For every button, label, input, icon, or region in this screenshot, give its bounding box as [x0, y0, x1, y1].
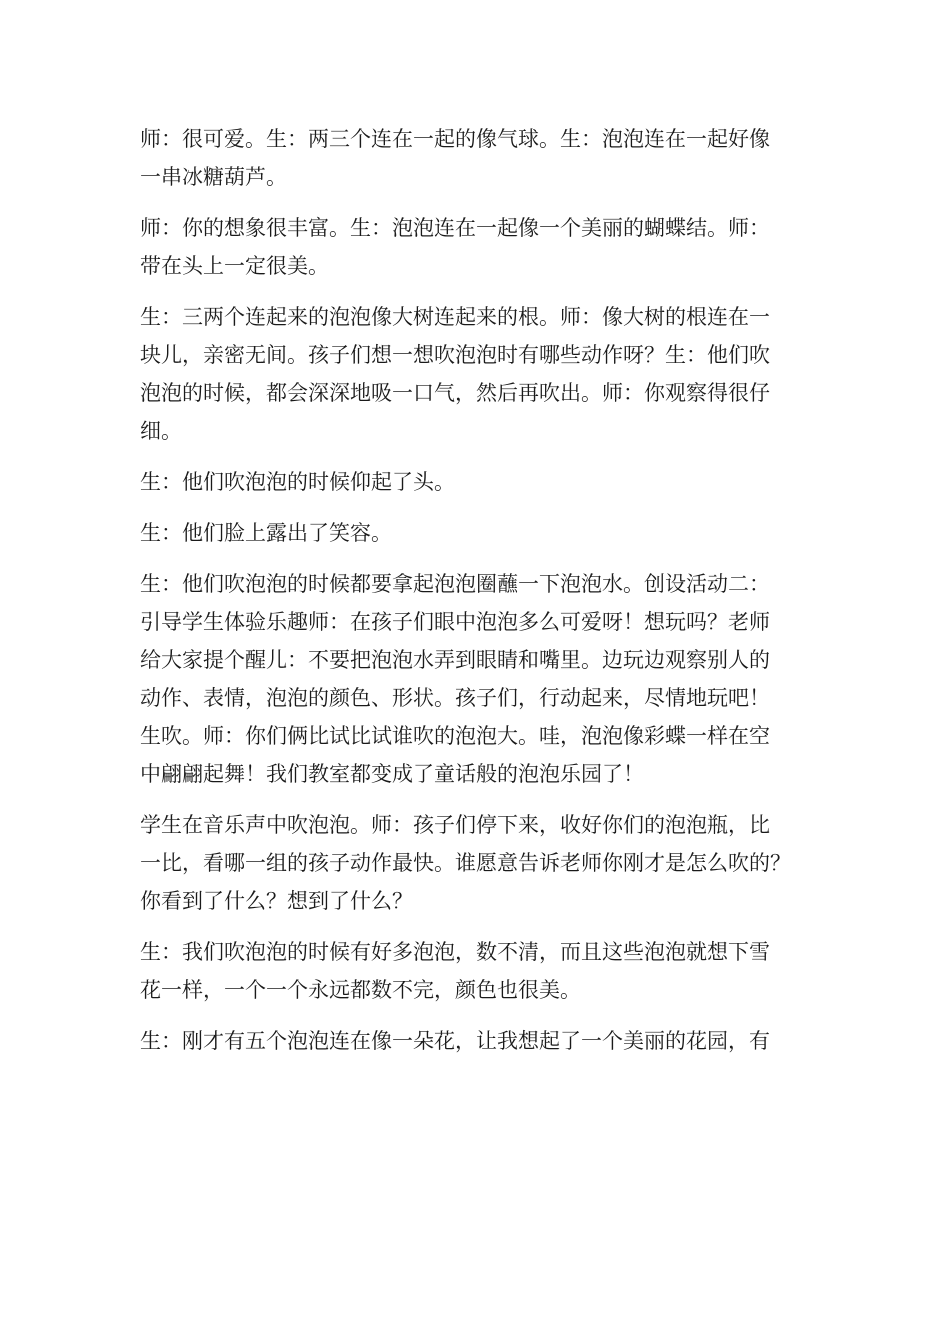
text-line: 生吹。师：你们俩比试比试谁吹的泡泡大。哇，泡泡像彩蝶一样在空 — [140, 724, 770, 748]
paragraph — [140, 933, 820, 1009]
text-line: 细。 — [140, 419, 182, 443]
text-line: 师：很可爱。生：两三个连在一起的像气球。生：泡泡连在一起好像 — [140, 127, 770, 151]
text-line: 动作、表情，泡泡的颜色、形状。孩子们，行动起来，尽情地玩吧！ — [140, 686, 770, 710]
text-line: 生：三两个连起来的泡泡像大树连起来的根。师：像大树的根连在一 — [140, 305, 770, 329]
text-line: 生：他们吹泡泡的时候都要拿起泡泡圈蘸一下泡泡水。创设活动二： — [140, 572, 770, 596]
text-line: 花一样，一个一个永远都数不完，颜色也很美。 — [140, 978, 581, 1002]
text-line: 你看到了什么？想到了什么？ — [140, 889, 413, 913]
text-line: 给大家提个醒儿：不要把泡泡水弄到眼睛和嘴里。边玩边观察别人的 — [140, 648, 770, 672]
paragraph — [140, 120, 820, 196]
text-line: 带在头上一定很美。 — [140, 254, 329, 278]
text-line: 生：他们脸上露出了笑容。 — [140, 521, 392, 545]
text-line: 引导学生体验乐趣师：在孩子们眼中泡泡多么可爱呀！想玩吗？老师 — [140, 610, 770, 634]
text-line: 中翩翩起舞！我们教室都变成了童话般的泡泡乐园了！ — [140, 762, 644, 786]
paragraph — [140, 514, 820, 552]
paragraph — [140, 209, 820, 285]
text-line: 泡泡的时候，都会深深地吸一口气，然后再吹出。师：你观察得很仔 — [140, 381, 770, 405]
paragraph — [140, 1022, 820, 1060]
text-line: 生：他们吹泡泡的时候仰起了头。 — [140, 470, 455, 494]
document-body — [140, 120, 820, 1073]
text-line: 师：你的想象很丰富。生：泡泡连在一起像一个美丽的蝴蝶结。师： — [140, 216, 770, 240]
text-line: 一串冰糖葫芦。 — [140, 165, 287, 189]
text-line: 生：我们吹泡泡的时候有好多泡泡，数不清，而且这些泡泡就想下雪 — [140, 940, 770, 964]
text-line: 块儿，亲密无间。孩子们想一想吹泡泡时有哪些动作呀？生：他们吹 — [140, 343, 770, 367]
text-line: 生：刚才有五个泡泡连在像一朵花，让我想起了一个美丽的花园，有 — [140, 1029, 770, 1053]
paragraph — [140, 565, 820, 793]
text-line: 学生在音乐声中吹泡泡。师：孩子们停下来，收好你们的泡泡瓶，比 — [140, 813, 770, 837]
paragraph — [140, 463, 820, 501]
paragraph — [140, 298, 820, 450]
paragraph — [140, 806, 820, 920]
text-line: 一比，看哪一组的孩子动作最快。谁愿意告诉老师你刚才是怎么吹的？ — [140, 851, 791, 875]
